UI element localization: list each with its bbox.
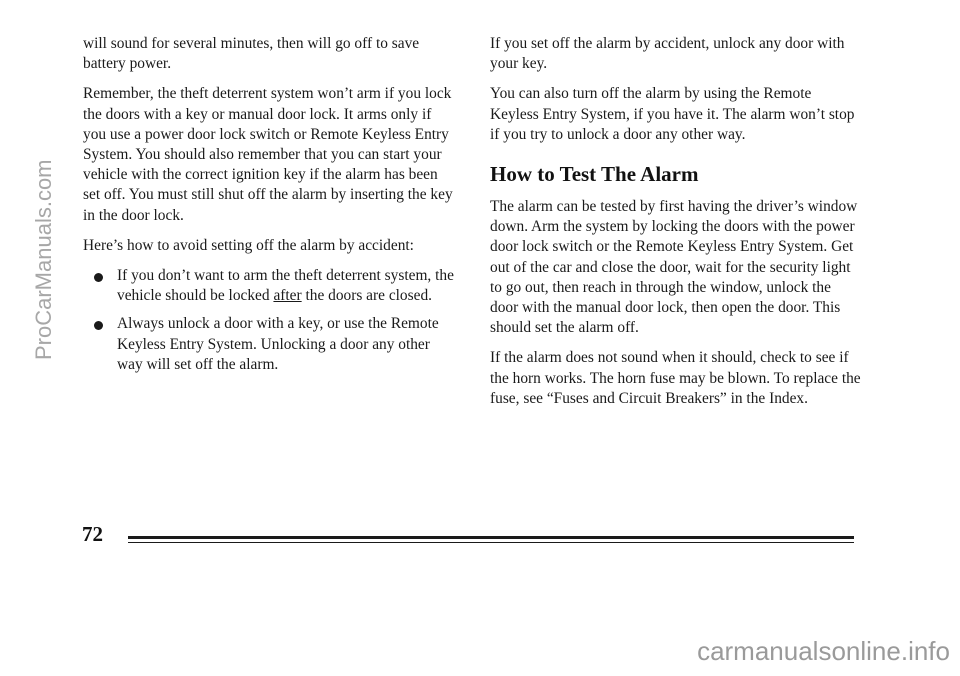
page-number: 72 bbox=[82, 522, 103, 546]
left-column bbox=[83, 34, 455, 383]
test-paragraph: The alarm can be tested by first having the driver’s window down. Arm the system by locking the doors with the power door lock switch or the Remote Keyless Entry System. Get out of the car and close the door, wait for the security light to go out, then reach in through the window, unlock the door with the manual door lock, then open the door. This should set the alarm off. bbox=[490, 198, 858, 337]
bullet-icon bbox=[94, 321, 103, 330]
reminder-paragraph: Remember, the theft deterrent system won’t arm if you lock the doors with a key or manual door lock. It arms only if you use a power door lock switch or Remote Keyless Entry System. You should also remember that you can start your vehicle with the correct ignition key if the alarm has been set off. You must still shut off the alarm by inserting the key in the door lock. bbox=[83, 85, 453, 224]
list-item bbox=[83, 314, 455, 375]
horn-paragraph: If the alarm does not sound when it should, check to see if the horn works. The horn fuse may be blown. To replace the fuse, see “Fuses and Circuit Breakers” in the Index. bbox=[490, 349, 861, 407]
tips-list bbox=[83, 266, 455, 375]
right-column bbox=[490, 34, 862, 419]
tip-text: Always unlock a door with a key, or use the Remote Keyless Entry System. Unlocking a door any other way will set off the alarm. bbox=[117, 315, 439, 373]
remote-paragraph: You can also turn off the alarm by using the Remote Keyless Entry System, if you have it. The alarm won’t stop if you try to unlock a door any other way. bbox=[490, 85, 855, 143]
side-watermark: ProCarManuals.com bbox=[31, 159, 56, 360]
footer-rule-thin bbox=[128, 542, 854, 543]
avoid-alarm-intro: Here’s how to avoid setting off the alarm by accident: bbox=[83, 236, 414, 254]
tip-emphasis: after bbox=[273, 287, 302, 305]
footer-rule-thick bbox=[128, 536, 854, 539]
section-heading: How to Test The Alarm bbox=[490, 162, 699, 187]
list-item bbox=[83, 266, 455, 306]
bottom-watermark: carmanualsonline.info bbox=[697, 636, 950, 666]
intro-paragraph: will sound for several minutes, then will go off to save battery power. bbox=[83, 35, 420, 73]
bullet-icon bbox=[94, 273, 103, 282]
tip-text-start: If you don’t want to arm the theft deterrent system, the vehicle should be locked bbox=[117, 267, 454, 305]
tip-text-end: the doors are closed. bbox=[301, 287, 432, 305]
accident-paragraph: If you set off the alarm by accident, unlock any door with your key. bbox=[490, 35, 845, 73]
